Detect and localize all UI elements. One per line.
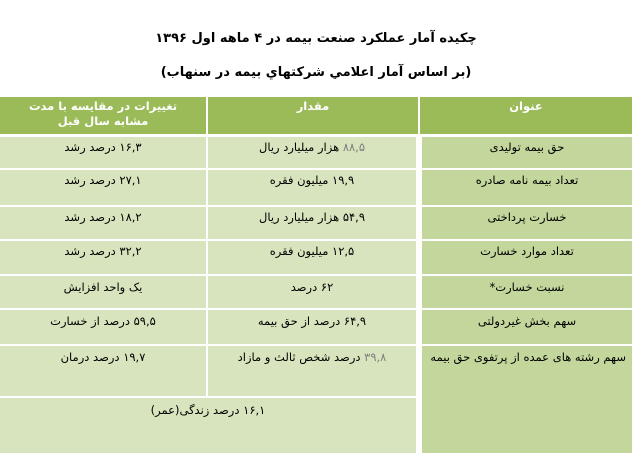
row-3-title: خسارت پرداختی (422, 207, 632, 239)
report-title: چکیده آمار عملکرد صنعت بیمه در ۴ ماهه اول ۱۳۹۶ (155, 31, 477, 46)
row-3-change: ۱۸,۲ درصد رشد (0, 207, 206, 239)
header-amount: مقدار (208, 97, 418, 134)
row-2-title: تعداد بیمه نامه صادره (422, 170, 632, 205)
row-7-change: ۱۹,۷ درصد درمان (0, 346, 206, 396)
row-2-amount: ۱۹,۹ میلیون فقره (208, 170, 416, 205)
row-6-title: سهم بخش غیردولتی (422, 310, 632, 344)
header-change: تغییرات در مقایسه با مدت مشابه سال قبل (0, 97, 206, 134)
footer-share-life: ۱۶,۱ درصد زندگی(عمر) (0, 398, 416, 453)
row-7-title: سهم رشته های عمده از پرتفوی حق بیمه (422, 346, 632, 453)
row-5-change: یک واحد افزایش (0, 276, 206, 308)
report-subtitle: (بر اساس آمار اعلامي شرکتهاي بيمه در سنهاب) (160, 65, 472, 80)
row-1-title: حق بیمه تولیدی (422, 137, 632, 168)
row-5-amount: ۶۲ درصد (208, 276, 416, 308)
header-title: عنوان (420, 97, 632, 134)
row-3-amount: ۵۴,۹ هزار میلیارد ریال (208, 207, 416, 239)
row-4-amount: ۱۲,۵ میلیون فقره (208, 241, 416, 274)
row-5-title: نسبت خسارت* (422, 276, 632, 308)
row-6-change: ۵۹,۵ درصد از خسارت (0, 310, 206, 344)
row-7-amount: ۳۹,۸ درصد شخص ثالث و مازاد (208, 346, 416, 396)
row-1-change: ۱۶,۳ درصد رشد (0, 137, 206, 168)
row-2-change: ۲۷,۱ درصد رشد (0, 170, 206, 205)
stats-table (0, 97, 632, 453)
row-1-amount: ۸۸,۵ هزار میلیارد ریال (208, 137, 416, 168)
row-4-title: تعداد موارد خسارت (422, 241, 632, 274)
row-4-change: ۳۲,۲ درصد رشد (0, 241, 206, 274)
row-6-amount: ۶۴,۹ درصد از حق بیمه (208, 310, 416, 344)
